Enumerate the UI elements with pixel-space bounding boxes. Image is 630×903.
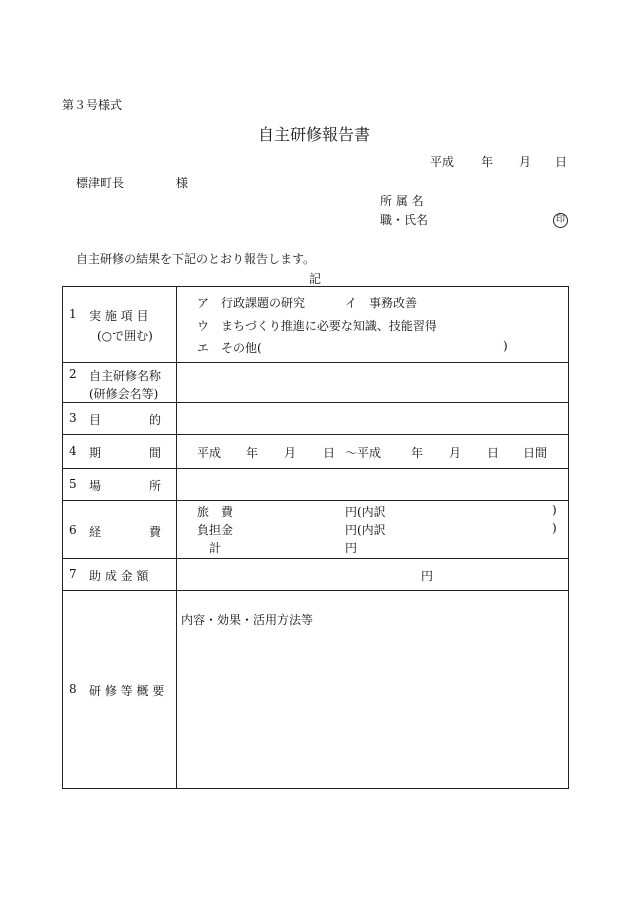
label-cell (63, 403, 177, 435)
period-month-end: 月 (449, 446, 462, 460)
burden-yen: 円(内訳 (345, 523, 386, 537)
row-number: 2 (69, 367, 77, 381)
date-year: 年 (481, 155, 494, 169)
row-number: 5 (69, 477, 77, 491)
period-year-end: 年 (411, 446, 424, 460)
purpose-field[interactable] (177, 403, 569, 435)
location-field[interactable] (177, 469, 569, 501)
row-label: 自主研修名称 (89, 369, 162, 383)
row-label: 助 成 金 額 (89, 569, 149, 583)
seal-icon: 印 (553, 213, 568, 228)
option-i[interactable]: イ 事務改善 (345, 296, 418, 310)
option-e-close: ) (503, 339, 508, 353)
option-cell[interactable] (177, 287, 569, 363)
total-yen: 円 (345, 541, 358, 555)
row-label-b: 所 (149, 479, 162, 493)
row-number: 3 (69, 411, 77, 425)
row-label-a: 期 (89, 446, 102, 460)
label-cell (63, 435, 177, 469)
row-label-a: 経 (89, 525, 102, 539)
expenses-field[interactable] (177, 501, 569, 559)
document-title: 自主研修報告書 (258, 125, 371, 144)
period-days: 日間 (523, 446, 548, 460)
row-sublabel: (研修会名等) (89, 387, 159, 401)
period-era-end: ～平成 (345, 446, 382, 460)
row-label-a: 場 (89, 479, 102, 493)
option-u[interactable]: ウ まちづくり推進に必要な知識、技能習得 (197, 319, 437, 333)
option-e[interactable]: エ その他( (197, 341, 262, 355)
row-number: 1 (69, 307, 77, 321)
row-number: 8 (69, 682, 77, 696)
total-label: 計 (209, 541, 222, 555)
report-table (62, 286, 569, 789)
travel-close: ) (552, 503, 557, 517)
row-sublabel: (○で囲む) (97, 329, 153, 343)
label-cell (63, 287, 177, 363)
name-label: 職・氏名 (380, 213, 429, 227)
period-day-start: 日 (323, 446, 336, 460)
row-number: 4 (69, 444, 77, 458)
period-field[interactable] (177, 435, 569, 469)
label-cell (63, 501, 177, 559)
row-expenses (63, 501, 569, 559)
summary-field[interactable] (177, 591, 569, 789)
row-implementation-item (63, 287, 569, 363)
option-a[interactable]: ア 行政課題の研究 (197, 296, 306, 310)
row-subsidy (63, 559, 569, 591)
row-label-b: 的 (149, 413, 162, 427)
addressee-name: 標津町長 (76, 176, 125, 190)
label-cell (63, 363, 177, 403)
row-label: 実 施 項 目 (89, 309, 149, 323)
row-number: 7 (69, 567, 77, 581)
travel-label: 旅 費 (197, 505, 234, 519)
row-label-b: 間 (149, 446, 162, 460)
travel-yen: 円(内訳 (345, 505, 386, 519)
period-year-start: 年 (246, 446, 259, 460)
burden-label: 負担金 (197, 523, 234, 537)
seal-mark (553, 211, 568, 228)
row-label-b: 費 (149, 525, 162, 539)
row-summary (63, 591, 569, 789)
intro-text: 自主研修の結果を下記のとおり報告します。 (76, 252, 316, 266)
label-cell (63, 469, 177, 501)
date-month: 月 (519, 155, 532, 169)
burden-close: ) (552, 521, 557, 535)
period-day-end: 日 (487, 446, 500, 460)
row-number: 6 (69, 523, 77, 537)
label-cell (63, 591, 177, 789)
row-training-name (63, 363, 569, 403)
affiliation-label: 所 属 名 (380, 194, 424, 208)
date-day: 日 (555, 155, 568, 169)
label-cell (63, 559, 177, 591)
row-period (63, 435, 569, 469)
subsidy-yen: 円 (421, 569, 434, 583)
period-month-start: 月 (284, 446, 297, 460)
row-location (63, 469, 569, 501)
subsidy-field[interactable] (177, 559, 569, 591)
row-purpose (63, 403, 569, 435)
training-name-field[interactable] (177, 363, 569, 403)
addressee-honorific: 様 (176, 176, 189, 190)
date-era: 平成 (430, 155, 455, 169)
row-label-a: 目 (89, 413, 102, 427)
summary-content-label: 内容・効果・活用方法等 (181, 613, 314, 627)
row-label: 研 修 等 概 要 (89, 684, 165, 698)
form-number: 第３号様式 (62, 98, 123, 112)
ki-heading: 記 (309, 272, 322, 286)
period-era-start: 平成 (197, 446, 222, 460)
